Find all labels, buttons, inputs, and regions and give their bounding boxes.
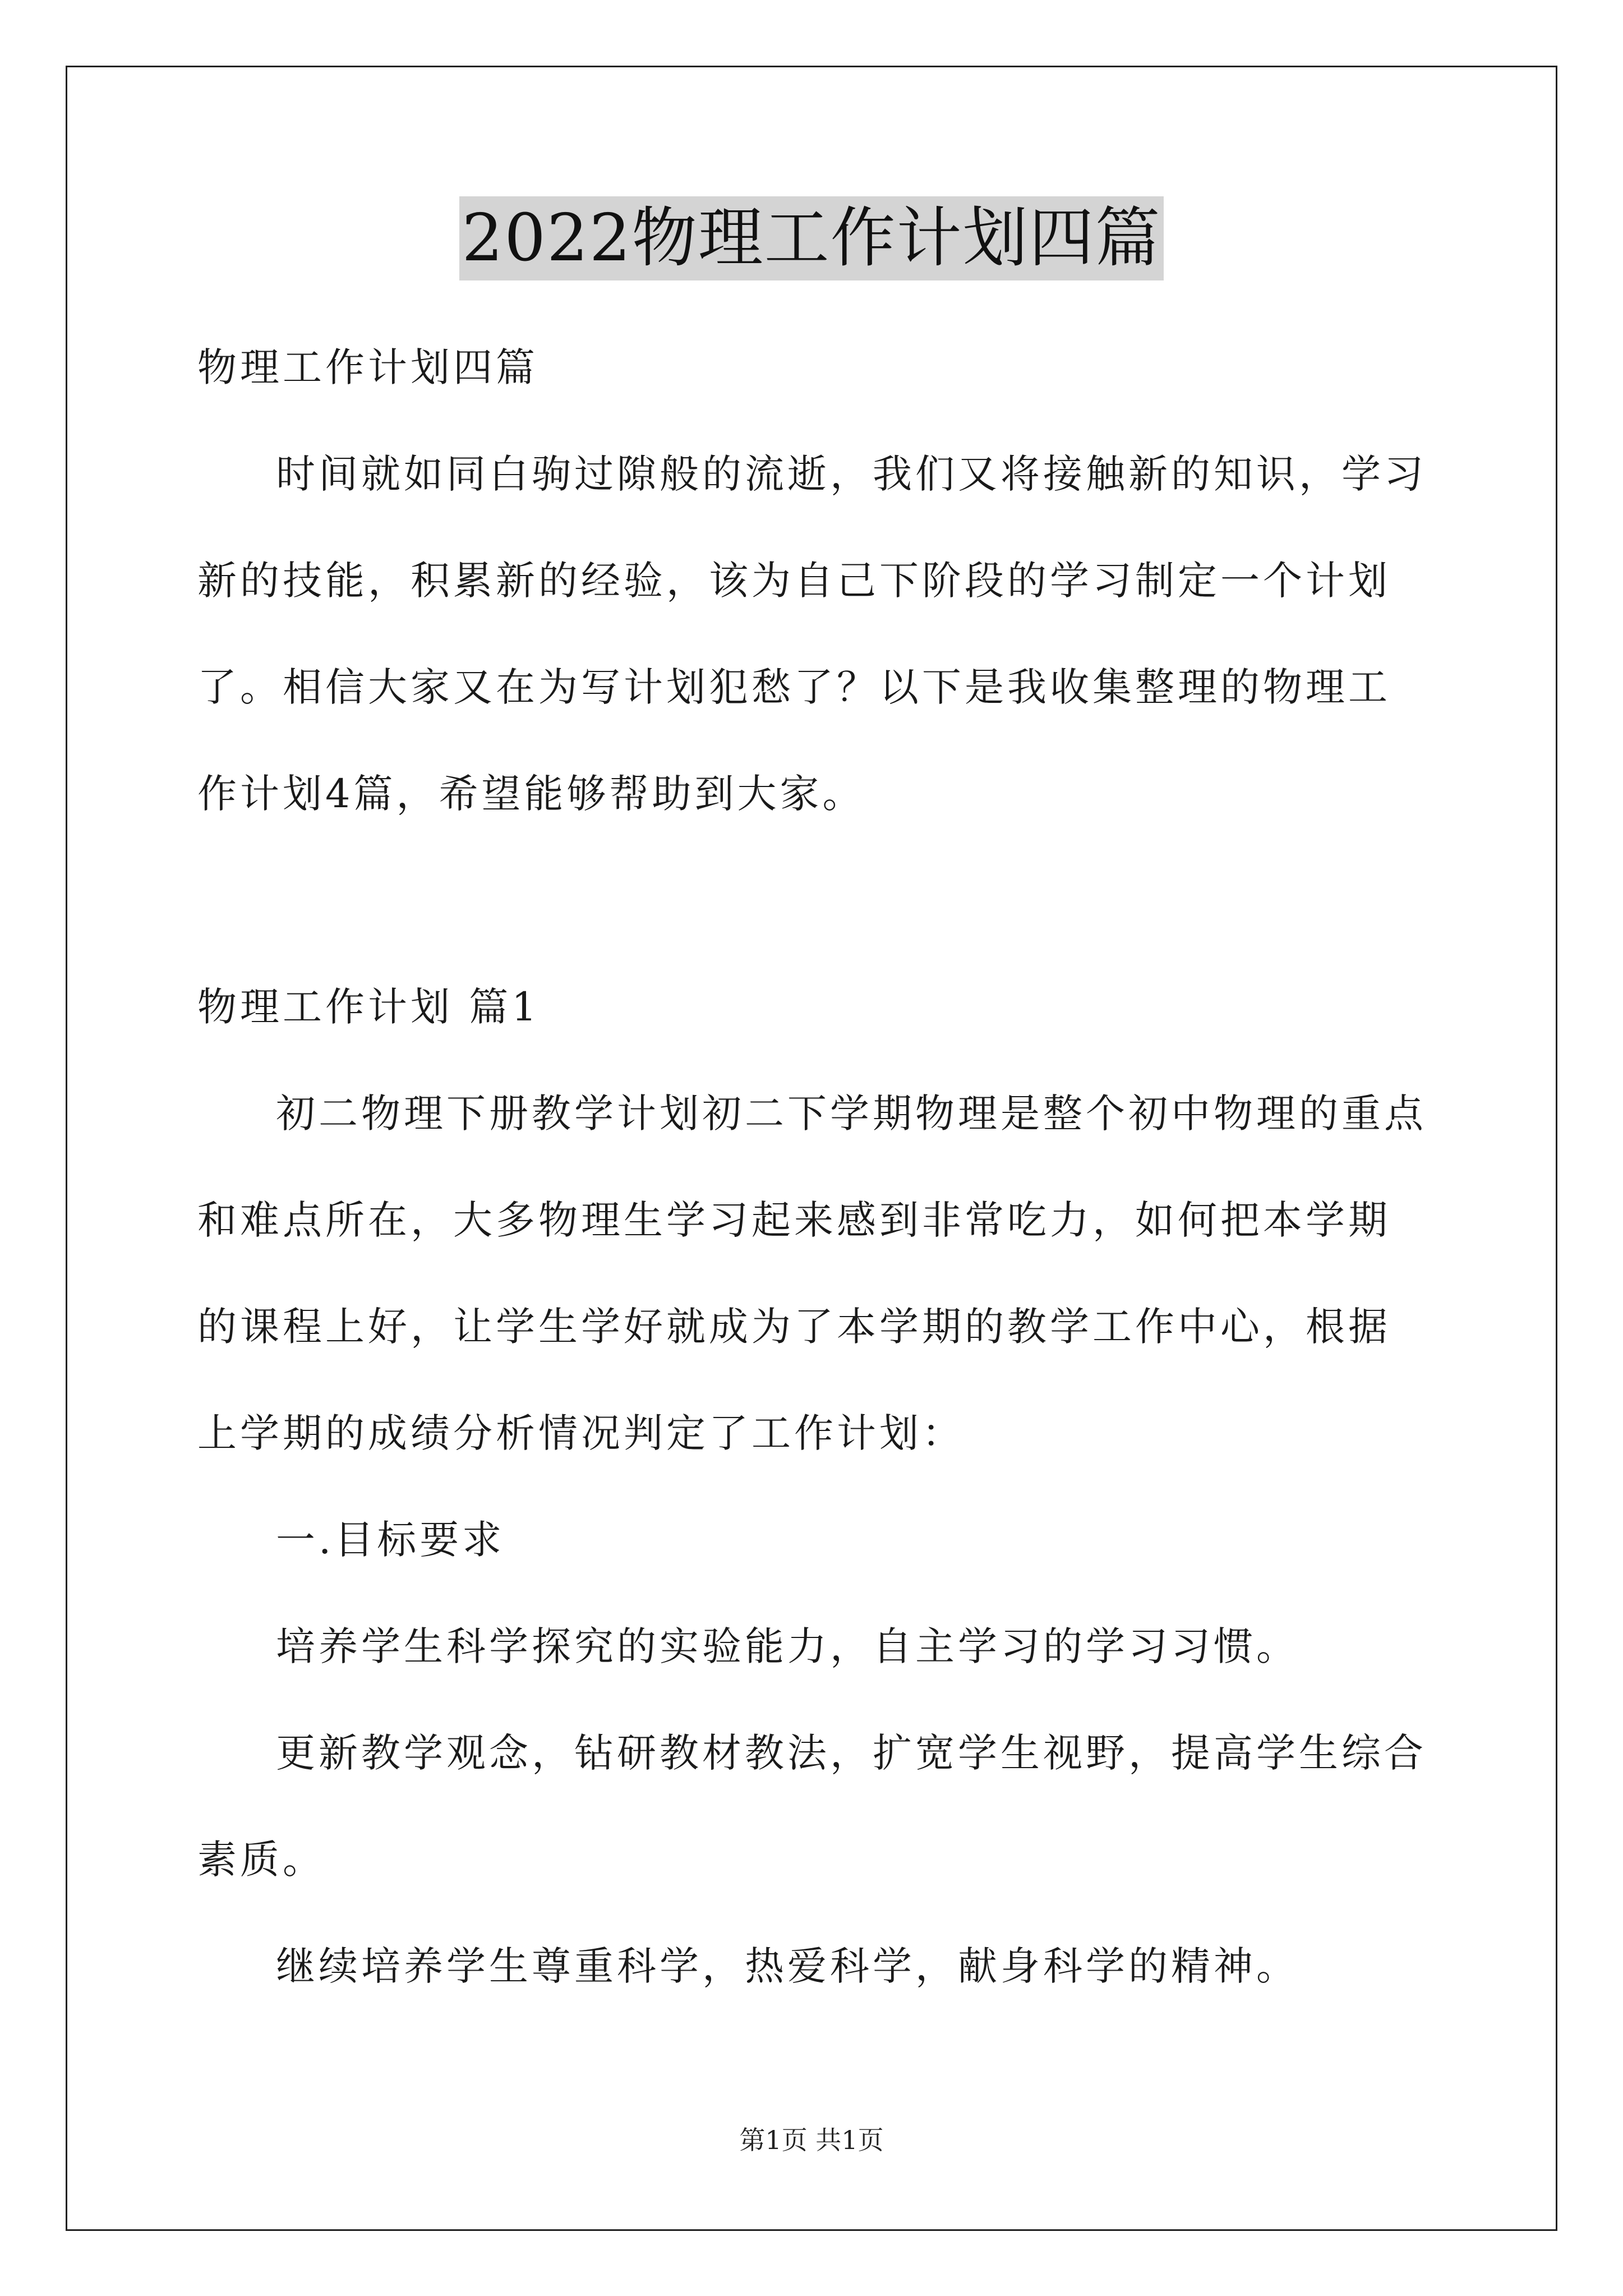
page-number: 第1页 共1页	[739, 2125, 884, 2155]
subtitle: 物理工作计划四篇	[197, 344, 538, 390]
spacer	[197, 847, 1431, 954]
goal-item-2: 更新教学观念，钻研教材教法，扩宽学生视野，提高学生综合素质。	[197, 1730, 1427, 1883]
goals-heading: 一.目标要求	[276, 1517, 505, 1563]
document-title: 2022物理工作计划四篇	[459, 196, 1163, 280]
page-footer	[0, 2123, 1623, 2157]
goal-item-3: 继续培养学生尊重科学，热爱科学，献身科学的精神。	[276, 1943, 1299, 1989]
goal-item-1: 培养学生科学探究的实验能力，自主学习的学习习惯。	[276, 1623, 1299, 1669]
section-heading: 物理工作计划 篇1	[197, 984, 540, 1030]
section-paragraph: 初二物理下册教学计划初二下学期物理是整个初中物理的重点和难点所在，大多物理生学习起来感到非常吃力，如何把本学期的课程上好，让学生学好就成为了本学期的教学工作中心，根据上学期的成绩分析情况判定了工作计划：	[197, 1091, 1427, 1456]
intro-paragraph: 时间就如同白驹过隙般的流逝，我们又将接触新的知识，学习新的技能，积累新的经验，该为自己下阶段的学习制定一个计划了。相信大家又在为写计划犯愁了？以下是我收集整理的物理工作计划4篇，希望能够帮助到大家。	[197, 451, 1427, 817]
title-container	[0, 196, 1623, 280]
document-body	[197, 314, 1431, 2019]
